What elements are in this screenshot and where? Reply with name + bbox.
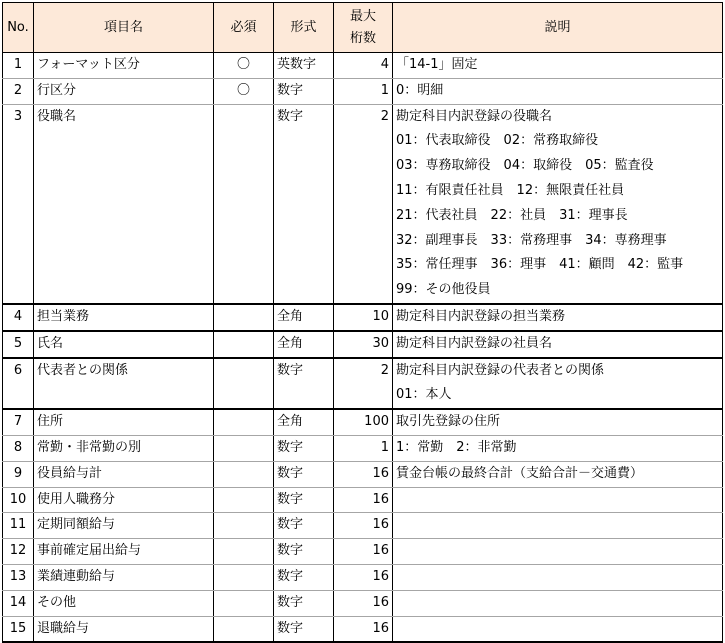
description-line: 勘定科目内訳登録の代表者との関係 — [396, 362, 605, 378]
required-mark — [214, 461, 274, 487]
description-line: 勘定科目内訳登録の担当業務 — [396, 308, 566, 324]
table-row — [3, 513, 723, 539]
header-required: 必須 — [214, 3, 274, 53]
header-max-digits — [334, 3, 393, 53]
max-digits: 2 — [334, 358, 393, 410]
field-description — [393, 358, 723, 410]
table-row — [3, 590, 723, 616]
row-number: 7 — [3, 409, 34, 435]
max-digits: 4 — [334, 53, 393, 79]
row-number: 1 — [3, 53, 34, 79]
required-mark: 〇 — [214, 78, 274, 104]
required-mark — [214, 564, 274, 590]
row-number: 15 — [3, 616, 34, 642]
format-type: 数字 — [274, 78, 334, 104]
description-line — [396, 617, 719, 642]
field-name: 定期同額給与 — [34, 513, 214, 539]
field-name: 役員給与計 — [34, 461, 214, 487]
description-line — [396, 565, 719, 590]
table-row — [3, 435, 723, 461]
description-line: 勘定科目内訳登録の社員名 — [396, 335, 553, 351]
field-name: 常勤・非常勤の別 — [34, 435, 214, 461]
row-number: 14 — [3, 590, 34, 616]
max-digits: 100 — [334, 409, 393, 435]
table-row — [3, 487, 723, 513]
field-description — [393, 435, 723, 461]
field-name: 行区分 — [34, 78, 214, 104]
row-number: 13 — [3, 564, 34, 590]
description-line: 03：専務取締役 04：取締役 05：監査役 — [396, 158, 654, 174]
required-mark — [214, 304, 274, 331]
description-line — [396, 539, 719, 564]
description-line: 35：常任理事 36：理事 41：顧問 42：監事 — [396, 257, 684, 273]
row-number: 11 — [3, 513, 34, 539]
spec-table-container — [2, 2, 723, 643]
max-digits: 16 — [334, 513, 393, 539]
max-digits: 10 — [334, 304, 393, 331]
field-description — [393, 104, 723, 304]
format-type: 全角 — [274, 409, 334, 435]
format-type: 数字 — [274, 539, 334, 565]
required-mark — [214, 435, 274, 461]
description-line: 01：本人 — [396, 387, 452, 403]
description-line — [396, 591, 719, 616]
header-format: 形式 — [274, 3, 334, 53]
required-mark — [214, 409, 274, 435]
required-mark — [214, 331, 274, 358]
description-line: 32：副理事長 33：常務理事 34：専務理事 — [396, 232, 667, 248]
header-max-line1: 最大 — [349, 8, 376, 24]
required-mark — [214, 539, 274, 565]
table-row — [3, 564, 723, 590]
description-line: 賃金台帳の最終合計（支給合計－交通費） — [396, 465, 644, 481]
max-digits: 1 — [334, 435, 393, 461]
field-description — [393, 616, 723, 642]
table-row — [3, 104, 723, 304]
format-type: 数字 — [274, 435, 334, 461]
field-description — [393, 564, 723, 590]
field-name: その他 — [34, 590, 214, 616]
description-line — [396, 513, 719, 538]
field-description — [393, 409, 723, 435]
description-line: 「14-1」固定 — [396, 57, 478, 72]
row-number: 5 — [3, 331, 34, 358]
header-description: 説明 — [393, 3, 723, 53]
row-number: 12 — [3, 539, 34, 565]
format-type: 数字 — [274, 616, 334, 642]
description-line: 99：その他役員 — [396, 282, 491, 298]
table-row — [3, 409, 723, 435]
field-name: 使用人職務分 — [34, 487, 214, 513]
table-row — [3, 331, 723, 358]
description-line: 11：有限責任社員 12：無限責任社員 — [396, 182, 625, 198]
required-mark — [214, 104, 274, 304]
field-description — [393, 590, 723, 616]
format-type: 数字 — [274, 487, 334, 513]
description-line: 取引先登録の住所 — [396, 414, 501, 430]
max-digits: 1 — [334, 78, 393, 104]
required-mark: 〇 — [214, 53, 274, 79]
description-line: 01：代表取締役 02：常務取締役 — [396, 133, 599, 149]
table-row — [3, 616, 723, 642]
required-mark — [214, 616, 274, 642]
format-type: 数字 — [274, 461, 334, 487]
header-row — [3, 3, 723, 53]
format-type: 数字 — [274, 104, 334, 304]
max-digits: 2 — [334, 104, 393, 304]
row-number: 4 — [3, 304, 34, 331]
format-type: 全角 — [274, 304, 334, 331]
field-description — [393, 53, 723, 79]
field-name: フォーマット区分 — [34, 53, 214, 79]
format-type: 英数字 — [274, 53, 334, 79]
field-description — [393, 304, 723, 331]
field-description — [393, 461, 723, 487]
max-digits: 16 — [334, 539, 393, 565]
format-type: 数字 — [274, 590, 334, 616]
format-type: 数字 — [274, 513, 334, 539]
field-name: 担当業務 — [34, 304, 214, 331]
field-description — [393, 487, 723, 513]
format-type: 数字 — [274, 564, 334, 590]
field-name: 代表者との関係 — [34, 358, 214, 410]
field-name: 住所 — [34, 409, 214, 435]
field-name: 業績連動給与 — [34, 564, 214, 590]
description-line: 21：代表社員 22：社員 31：理事長 — [396, 207, 628, 223]
field-name: 氏名 — [34, 331, 214, 358]
format-type: 全角 — [274, 331, 334, 358]
field-name: 退職給与 — [34, 616, 214, 642]
table-row — [3, 461, 723, 487]
header-no: No. — [3, 3, 34, 53]
row-number: 8 — [3, 435, 34, 461]
max-digits: 16 — [334, 487, 393, 513]
max-digits: 16 — [334, 590, 393, 616]
table-row — [3, 53, 723, 79]
max-digits: 16 — [334, 616, 393, 642]
max-digits: 30 — [334, 331, 393, 358]
table-row — [3, 539, 723, 565]
max-digits: 16 — [334, 564, 393, 590]
row-number: 9 — [3, 461, 34, 487]
max-digits: 16 — [334, 461, 393, 487]
required-mark — [214, 513, 274, 539]
header-name: 項目名 — [34, 3, 214, 53]
field-description — [393, 513, 723, 539]
table-body — [3, 53, 723, 643]
row-number: 2 — [3, 78, 34, 104]
table-row — [3, 358, 723, 410]
required-mark — [214, 358, 274, 410]
required-mark — [214, 590, 274, 616]
description-line: 0：明細 — [396, 82, 444, 98]
required-mark — [214, 487, 274, 513]
field-name: 役職名 — [34, 104, 214, 304]
description-line — [396, 488, 719, 513]
row-number: 10 — [3, 487, 34, 513]
row-number: 3 — [3, 104, 34, 304]
description-line: 1：常勤 2：非常勤 — [396, 439, 517, 455]
field-name: 事前確定届出給与 — [34, 539, 214, 565]
field-description — [393, 539, 723, 565]
field-description — [393, 331, 723, 358]
header-max-line2: 桁数 — [349, 30, 376, 46]
description-line: 勘定科目内訳登録の役職名 — [396, 108, 553, 124]
field-spec-table — [2, 2, 723, 643]
table-row — [3, 304, 723, 331]
field-description — [393, 78, 723, 104]
row-number: 6 — [3, 358, 34, 410]
format-type: 数字 — [274, 358, 334, 410]
table-row — [3, 78, 723, 104]
